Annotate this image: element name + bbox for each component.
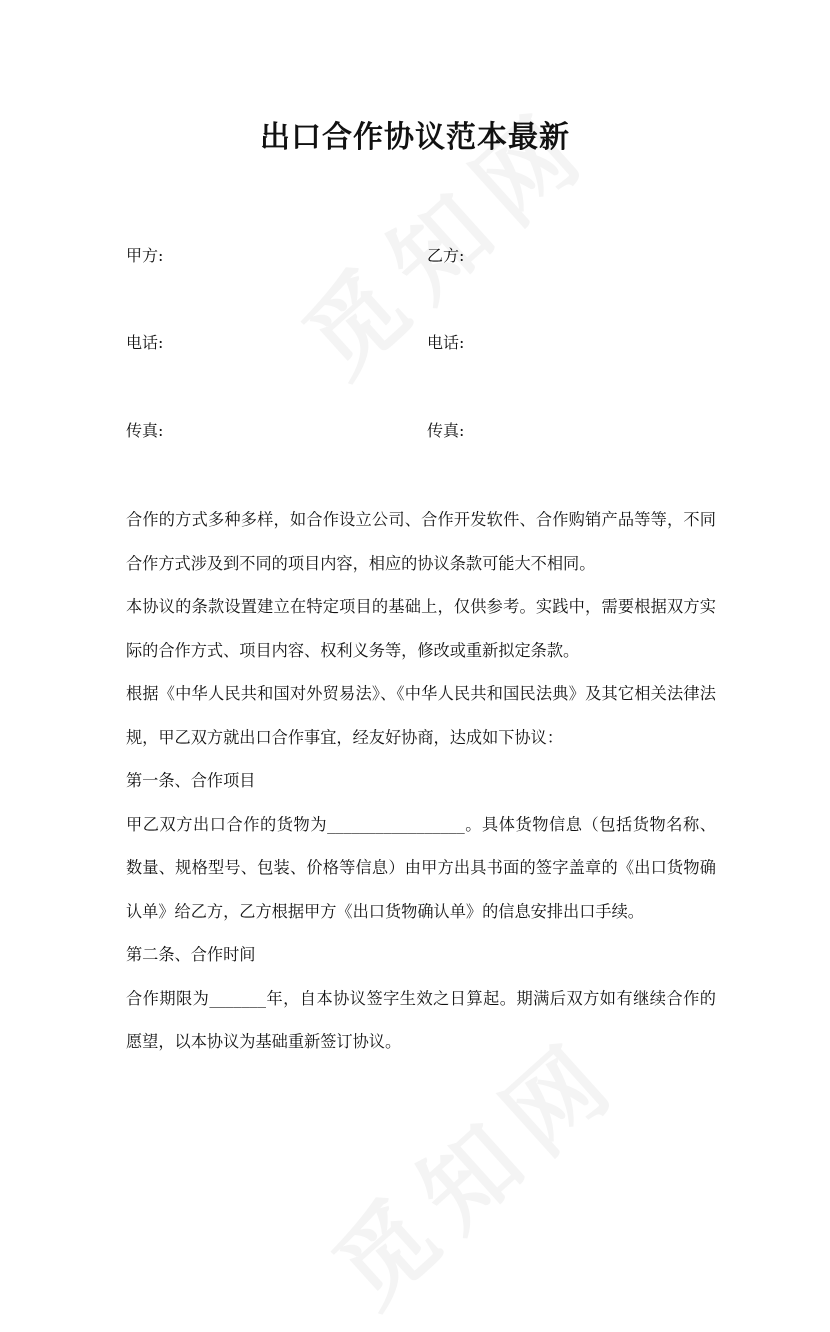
party-b-label: 乙方: (427, 246, 465, 265)
party-a-fax-label: 传真: (126, 421, 164, 440)
article-2-heading: 第二条、合作时间 (126, 945, 256, 964)
article-2-content: 合作期限为_______年，自本协议签字生效之日算起。期满后双方如有继续合作的愿望，以本协议为基础重新签订协议。 (126, 988, 716, 1051)
document-title: 出口合作协议范本最新 (260, 120, 570, 155)
document-body (126, 498, 716, 1064)
article-1-content: 甲乙双方出口合作的货物为_________________。具体货物信息（包括货物名称、数量、规格型号、包装、价格等信息）由甲方出具书面的签字盖章的《出口货物确认单》给乙方，乙方根据甲方《出口货物确认单》的信息安排出口手续。 (126, 814, 716, 921)
party-a-label: 甲方: (126, 246, 164, 265)
party-row-fax (126, 418, 726, 442)
party-b-phone-label: 电话: (427, 333, 465, 352)
paragraph-reference-note: 本协议的条款设置建立在特定项目的基础上，仅供参考。实践中，需要根据双方实际的合作方式、项目内容、权利义务等，修改或重新拟定条款。 (126, 597, 716, 660)
party-a-phone-label: 电话: (126, 333, 164, 352)
paragraph-legal-basis: 根据《中华人民共和国对外贸易法》、《中华人民共和国民法典》及其它相关法律法规，甲乙双方就出口合作事宜，经友好协商，达成如下协议： (126, 684, 716, 747)
paragraph-intro: 合作的方式多种多样，如合作设立公司、合作开发软件、合作购销产品等等，不同合作方式涉及到不同的项目内容，相应的协议条款可能大不相同。 (126, 510, 716, 573)
party-row-phone (126, 330, 726, 354)
article-1-heading: 第一条、合作项目 (126, 771, 256, 790)
party-b-fax-label: 传真: (427, 421, 465, 440)
party-row-names (126, 243, 726, 267)
